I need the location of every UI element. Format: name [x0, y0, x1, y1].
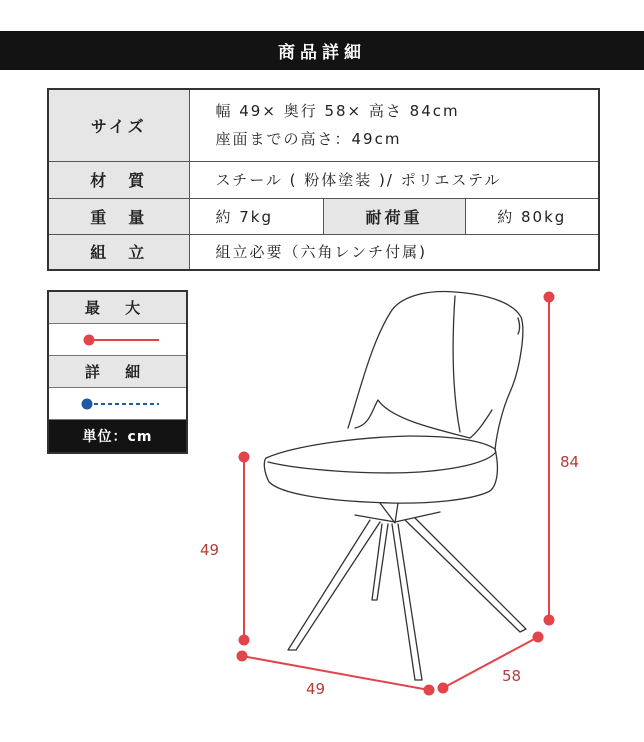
- size-label: サイズ: [48, 89, 189, 161]
- depth-dimension-label: 58: [502, 667, 522, 685]
- seat-height-dimension-label: 49: [200, 541, 220, 559]
- assembly-value: 組立必要（六角レンチ付属): [189, 234, 599, 270]
- unit-label: 単位：cm: [49, 420, 186, 452]
- depth-front-marker: [439, 684, 448, 693]
- width-dimension-label: 49: [306, 680, 326, 698]
- dimension-lines: [238, 293, 554, 695]
- height-top-marker: [545, 293, 554, 302]
- weight-label: 重 量: [48, 198, 189, 234]
- material-value: スチール ( 粉体塗装 )/ ポリエステル: [189, 161, 599, 198]
- chair-illustration: [264, 292, 526, 680]
- depth-back-marker: [534, 633, 543, 642]
- height-bottom-marker: [545, 616, 554, 625]
- height-dimension-label: 84: [560, 453, 580, 471]
- legend-detail-label: 詳 細: [49, 356, 186, 388]
- assembly-label: 組 立: [48, 234, 189, 270]
- legend-max-label: 最 大: [49, 292, 186, 324]
- weight-value: 約 7kg: [189, 198, 323, 234]
- load-capacity-value: 約 80kg: [465, 198, 599, 234]
- width-right-marker: [425, 686, 434, 695]
- seat-bottom-marker: [240, 636, 249, 645]
- width-left-marker: [238, 652, 247, 661]
- seat-top-marker: [240, 453, 249, 462]
- seat-height-text: 座面までの高さ：49cm: [215, 130, 402, 149]
- size-dimensions-text: 幅 49× 奥行 58× 高さ 84cm: [215, 102, 460, 121]
- material-label: 材 質: [48, 161, 189, 198]
- section-title: 商品詳細: [278, 43, 366, 63]
- load-capacity-label: 耐荷重: [323, 198, 465, 234]
